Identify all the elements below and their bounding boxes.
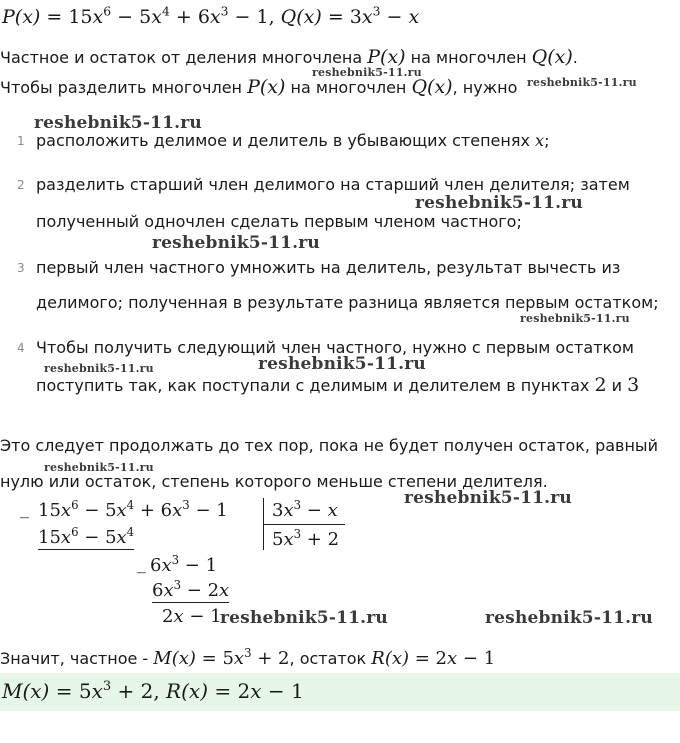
watermark: reshebnik5-11.ru <box>404 488 572 508</box>
step-4-line-1: Чтобы получить следующий член частного, нужно с первым остатком <box>36 338 634 357</box>
division-subtrahend-2: $6x^3 - 2x$ <box>152 577 230 601</box>
division-quotient: $5x^3 + 2$ <box>272 526 340 550</box>
conclusion-line-2: нулю или остаток, степень которого меньше степени делителя. <box>0 472 548 491</box>
watermark: reshebnik5-11.ru <box>415 193 583 213</box>
step-3-line-2: делимого; полученная в результате разница является первым остатком; <box>36 293 659 312</box>
intro-text: Чтобы разделить многочлен P(x) на многочлен Q(x), нужно <box>0 76 518 98</box>
watermark: reshebnik5-11.ru <box>152 233 320 253</box>
watermark: reshebnik5-11.ru <box>527 76 637 89</box>
task-text: Частное и остаток от деления многочлена P(x) на многочлен Q(x). <box>0 46 578 68</box>
division-remainder-2: 2x − 1 <box>162 606 222 627</box>
step-number-4: 4 <box>17 341 25 355</box>
watermark: reshebnik5-11.ru <box>520 312 630 325</box>
watermark: reshebnik5-11.ru <box>258 354 426 374</box>
division-subtrahend-1: $15x^6 - 5x^4$ <box>38 524 135 548</box>
step-4-line-2: поступить так, как поступали с делимым и делителем в пунктах 2 и 3 <box>36 374 640 396</box>
division-minus-2: _ <box>137 553 146 574</box>
watermark: reshebnik5-11.ru <box>44 362 154 375</box>
step-number-2: 2 <box>17 178 25 192</box>
watermark: reshebnik5-11.ru <box>34 113 202 133</box>
division-bracket-horizontal <box>263 524 345 525</box>
result-line: Значит, частное - $M(x) = 5x^3 + 2$, остаток R(x) = 2x − 1 <box>0 645 496 669</box>
watermark: reshebnik5-11.ru <box>44 461 154 474</box>
conclusion-line-1: Это следует продолжать до тех пор, пока не будет получен остаток, равный <box>0 436 658 455</box>
step-1-text: расположить делимое и делитель в убывающих степенях x; <box>36 131 550 150</box>
step-3-line-1: первый член частного умножить на делитель, результат вычесть из <box>36 258 621 277</box>
division-remainder-1: $6x^3 - 1$ <box>150 552 218 576</box>
watermark: reshebnik5-11.ru <box>312 66 422 79</box>
step-number-1: 1 <box>17 134 25 148</box>
header-formula: $P(x) = 15x^6 - 5x^4 + 6x^3 - 1$, $Q(x) = 3x^3 - x$ <box>2 4 420 28</box>
answer-formula: $M(x) = 5x^3 + 2$, R(x) = 2x − 1 <box>2 679 304 703</box>
step-number-3: 3 <box>17 261 25 275</box>
watermark: reshebnik5-11.ru <box>220 608 388 628</box>
division-minus-1: _ <box>20 498 29 519</box>
step-2-line-1: разделить старший член делимого на старший член делителя; затем <box>36 175 630 194</box>
watermark: reshebnik5-11.ru <box>485 608 653 628</box>
division-dividend: $15x^6 - 5x^4 + 6x^3 - 1$ <box>38 497 228 521</box>
division-divisor: $3x^3 - x$ <box>272 497 338 521</box>
step-2-line-2: полученный одночлен сделать первым членом частного; <box>36 212 522 231</box>
